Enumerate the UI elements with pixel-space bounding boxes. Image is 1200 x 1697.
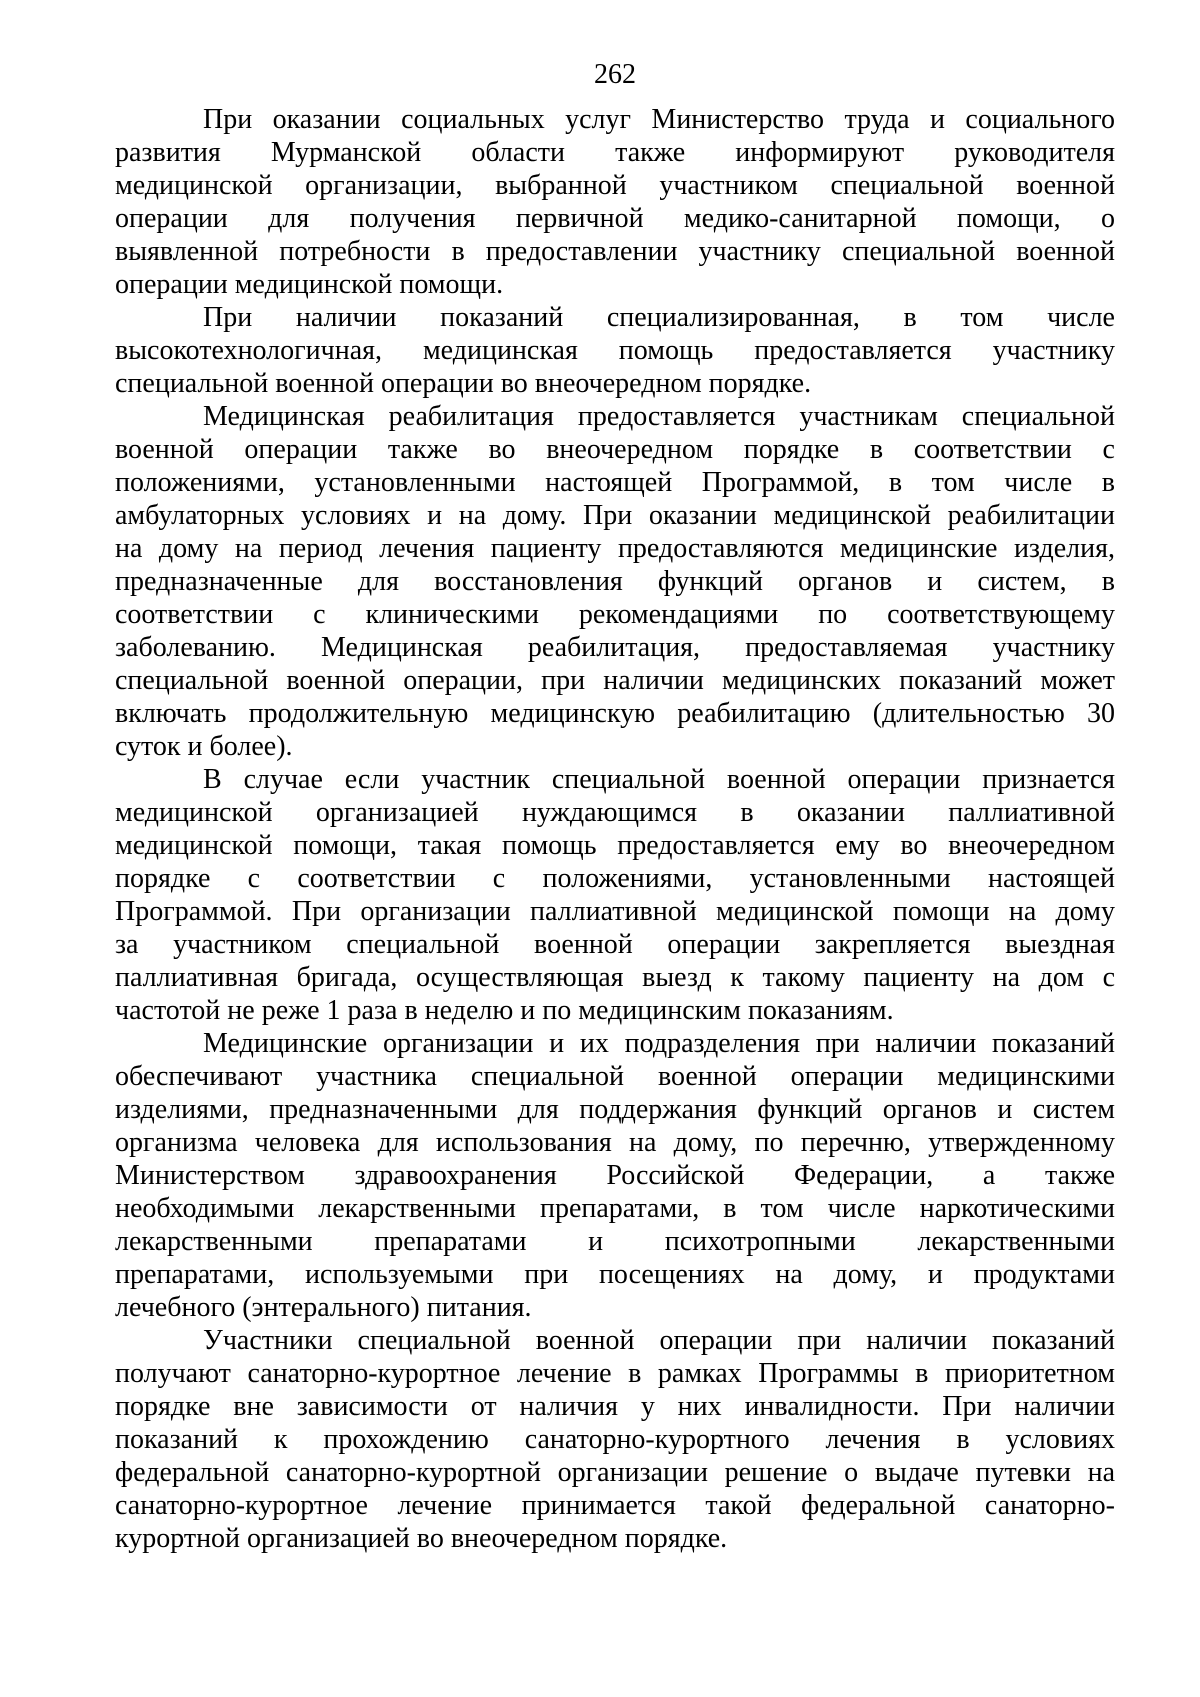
text-line: организма человека для использования на дому, по перечню, утвержденному: [115, 1127, 1115, 1158]
paragraph: [115, 103, 1115, 301]
text-line: паллиативная бригада, осуществляющая выезд к такому пациенту на дом с: [115, 962, 1115, 993]
text-line: медицинской помощи, такая помощь предоставляется ему во внеочередном: [115, 830, 1115, 861]
text-line: При наличии показаний специализированная, в том числе: [203, 302, 1115, 333]
text-line: показаний к прохождению санаторно-курортного лечения в условиях: [115, 1424, 1115, 1455]
text-line: медицинской организации, выбранной участником специальной военной: [115, 170, 1115, 201]
text-line: специальной военной операции во внеочередном порядке.: [115, 368, 812, 399]
text-line: необходимыми лекарственными препаратами, в том числе наркотическими: [115, 1193, 1115, 1224]
text-line: за участником специальной военной операции закрепляется выездная: [115, 929, 1115, 960]
text-line: операции для получения первичной медико-санитарной помощи, о: [115, 203, 1115, 234]
text-line: обеспечивают участника специальной военной операции медицинскими: [115, 1061, 1115, 1092]
text-line: положениями, установленными настоящей Программой, в том числе в: [115, 467, 1115, 498]
paragraph: [115, 301, 1115, 400]
text-line: развития Мурманской области также информируют руководителя: [115, 137, 1115, 168]
text-line: выявленной потребности в предоставлении участнику специальной военной: [115, 236, 1115, 267]
text-line: порядке вне зависимости от наличия у них инвалидности. При наличии: [115, 1391, 1115, 1422]
paragraph: [115, 1027, 1115, 1324]
text-line: медицинской организацией нуждающимся в оказании паллиативной: [115, 797, 1115, 828]
text-line: санаторно-курортное лечение принимается такой федеральной санаторно-: [115, 1490, 1115, 1521]
text-line: изделиями, предназначенными для поддержания функций органов и систем: [115, 1094, 1115, 1125]
text-line: частотой не реже 1 раза в неделю и по медицинским показаниям.: [115, 995, 894, 1026]
paragraph: [115, 763, 1115, 1027]
text-line: суток и более).: [115, 731, 293, 762]
text-line: получают санаторно-курортное лечение в рамках Программы в приоритетном: [115, 1358, 1115, 1389]
text-line: Медицинские организации и их подразделения при наличии показаний: [203, 1028, 1115, 1059]
text-line: операции медицинской помощи.: [115, 269, 504, 300]
text-line: предназначенные для восстановления функций органов и систем, в: [115, 566, 1115, 597]
text-line: порядке с соответствии с положениями, установленными настоящей: [115, 863, 1115, 894]
text-line: специальной военной операции, при наличии медицинских показаний может: [115, 665, 1115, 696]
text-line: Медицинская реабилитация предоставляется участникам специальной: [203, 401, 1115, 432]
text-line: на дому на период лечения пациенту предоставляются медицинские изделия,: [115, 533, 1115, 564]
text-line: Программой. При организации паллиативной медицинской помощи на дому: [115, 896, 1115, 927]
text-line: В случае если участник специальной военной операции признается: [203, 764, 1115, 795]
text-line: высокотехнологичная, медицинская помощь предоставляется участнику: [115, 335, 1115, 366]
text-line: амбулаторных условиях и на дому. При оказании медицинской реабилитации: [115, 500, 1115, 531]
paragraph: [115, 1324, 1115, 1555]
paragraph: [115, 400, 1115, 763]
text-line: лечебного (энтерального) питания.: [115, 1292, 532, 1323]
text-line: При оказании социальных услуг Министерство труда и социального: [203, 104, 1115, 135]
text-line: Участники специальной военной операции при наличии показаний: [203, 1325, 1115, 1356]
text-line: Министерством здравоохранения Российской Федерации, а также: [115, 1160, 1115, 1191]
page-number: 262: [594, 59, 636, 90]
text-line: соответствии с клиническими рекомендациями по соответствующему: [115, 599, 1115, 630]
text-line: препаратами, используемыми при посещениях на дому, и продуктами: [115, 1259, 1115, 1290]
text-line: включать продолжительную медицинскую реабилитацию (длительностью 30: [115, 698, 1115, 729]
text-line: заболеванию. Медицинская реабилитация, предоставляемая участнику: [115, 632, 1115, 663]
text-line: федеральной санаторно-курортной организации решение о выдаче путевки на: [115, 1457, 1115, 1488]
text-line: лекарственными препаратами и психотропными лекарственными: [115, 1226, 1115, 1257]
document-body: [115, 103, 1115, 1555]
text-line: курортной организацией во внеочередном порядке.: [115, 1523, 728, 1554]
text-line: военной операции также во внеочередном порядке в соответствии с: [115, 434, 1115, 465]
